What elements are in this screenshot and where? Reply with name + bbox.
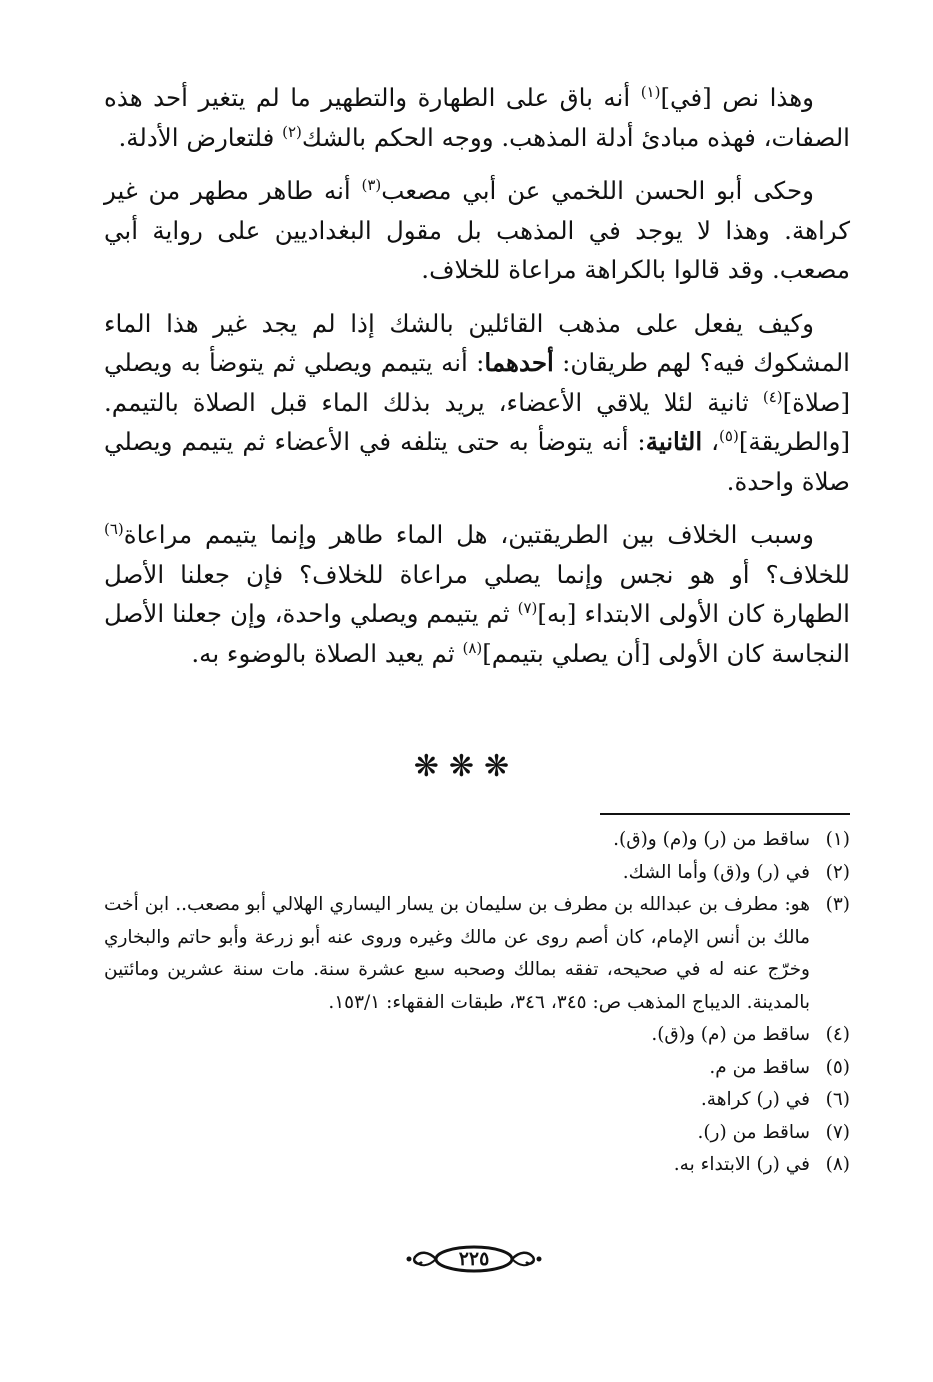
text-run: وحكى أبو الحسن اللخمي عن أبي مصعب bbox=[381, 176, 814, 205]
paragraph-2 bbox=[104, 171, 850, 290]
text-run: فلتعارض الأدلة. bbox=[118, 122, 283, 152]
footnote-text: ساقط من م. bbox=[709, 1056, 810, 1078]
footnote-ref-4[interactable]: (٤) bbox=[762, 387, 783, 406]
text-run: أنه باق على الطهارة والتطهير ما لم يتغير أحد هذه الصفات، فهذه مبادئ أدلة المذهب. ووجه الحكم بالشك bbox=[104, 83, 850, 152]
footnote-item bbox=[104, 889, 850, 1019]
footnote-ref-2[interactable]: (٢) bbox=[282, 122, 302, 141]
text-run: وكيف يفعل على مذهب القائلين بالشك إذا لم يجد غير هذا الماء المشكوك فيه؟ لهم طريقان: bbox=[104, 308, 850, 377]
footnote-text: هو: مطرف بن عبدالله بن مطرف بن سليمان بن يسار اليساري الهلالي أبو مصعب.. ابن أخت مالك بن أنس الإمام، كان أصم روى عن مالك وغيره وروى عنه أبو زرعة وأبو حاتم والبخاري وخرّج عنه له في صحيحه، تفقه بمالك وصحبه سبع عشرة سنة. مات سنة عشرين ومائتين بالمدينة. الديباج المذهب ص: ٣٤٥، ٣٤٦، طبقات الفقهاء: ١٥٣/١. bbox=[104, 894, 810, 1013]
footnote-ref-1[interactable]: (١) bbox=[640, 82, 661, 101]
footnote-ref-5[interactable]: (٥) bbox=[719, 426, 739, 445]
text-run: أنه طاهر مطهر من غير كراهة. وهذا لا يوجد في المذهب بل مقول البغداديين على رواية أبي مصعب. وقد قالوا بالكراهة مراعاة للخلاف. bbox=[104, 176, 850, 284]
text-run: وهذا نص [في] bbox=[660, 83, 815, 112]
footnote-number: (٢) bbox=[825, 861, 850, 883]
footnote-ref-7[interactable]: (٧) bbox=[517, 598, 538, 617]
footnote-item bbox=[104, 1084, 850, 1117]
footnote-number: (٨) bbox=[825, 1154, 850, 1175]
page-number-ornament bbox=[401, 1244, 547, 1274]
footnote-number: (٥) bbox=[825, 1056, 850, 1078]
footnote-item bbox=[104, 1117, 850, 1150]
text-run: ، bbox=[702, 427, 720, 456]
text-run: ثم يتيمم ويصلي واحدة، وإن جعلنا الأصل النجاسة كان الأولى [أن يصلي بتيمم] bbox=[104, 599, 850, 668]
footnote-ref-6[interactable]: (٦) bbox=[104, 519, 124, 538]
footnote-item bbox=[104, 1052, 850, 1085]
text-run: وسبب الخلاف بين الطريقتين، هل الماء طاهر وإنما يتيمم مراعاة bbox=[123, 520, 814, 549]
footnote-item bbox=[104, 857, 850, 890]
footnote-number: (٣) bbox=[825, 894, 850, 915]
footnote-text: ساقط من (م) و(ق). bbox=[651, 1024, 810, 1045]
paragraph-4 bbox=[104, 515, 850, 673]
footnote-text: في (ر) الابتداء به. bbox=[673, 1154, 810, 1175]
bold-term-first: أحدهما bbox=[484, 348, 554, 377]
footnote-item bbox=[104, 824, 850, 857]
text-run: : أنه يتوضأ به حتى يتلفه في الأعضاء ثم يتيمم ويصلي صلاة واحدة. bbox=[104, 427, 850, 496]
text-run: : أنه يتيمم ويصلي ثم يتوضأ به ويصلي [صلاة] bbox=[104, 348, 850, 417]
text-run: ثانية لئلا يلاقي الأعضاء، يريد بذلك الماء قبل الصلاة بالتيمم. [والطريقة] bbox=[104, 387, 851, 456]
footnote-number: (٤) bbox=[825, 1024, 850, 1045]
footnote-item bbox=[104, 1149, 850, 1182]
text-run: للخلاف؟ أو هو نجس وإنما يصلي مراعاة للخلاف؟ فإن جعلنا الأصل الطهارة كان الأولى الابتداء [به] bbox=[104, 559, 850, 628]
footnote-text: في (ر) كراهة. bbox=[700, 1089, 810, 1110]
footnote-text: ساقط من (ر) و(م) و(ق). bbox=[613, 829, 810, 850]
footnote-ref-8[interactable]: (٨) bbox=[462, 638, 483, 657]
section-separator-stars: ❋❋❋ bbox=[413, 749, 520, 784]
footnote-text: في (ر) و(ق) وأما الشك. bbox=[622, 861, 810, 883]
footnote-divider bbox=[600, 813, 850, 815]
footnote-number: (٦) bbox=[825, 1089, 850, 1110]
footnotes-list bbox=[104, 824, 850, 1182]
footnote-ref-3[interactable]: (٣) bbox=[361, 175, 382, 194]
main-text bbox=[104, 78, 850, 687]
paragraph-1 bbox=[104, 78, 850, 157]
footnote-number: (١) bbox=[825, 829, 850, 850]
footnote-item bbox=[104, 1019, 850, 1052]
footnote-number: (٧) bbox=[825, 1121, 850, 1143]
paragraph-3 bbox=[104, 304, 850, 502]
footnote-text: ساقط من (ر). bbox=[697, 1121, 810, 1143]
bold-term-second: الثانية bbox=[645, 427, 703, 456]
page-number: ٢٢٥ bbox=[458, 1248, 490, 1270]
text-run: ثم يعيد الصلاة بالوضوء به. bbox=[191, 638, 463, 668]
